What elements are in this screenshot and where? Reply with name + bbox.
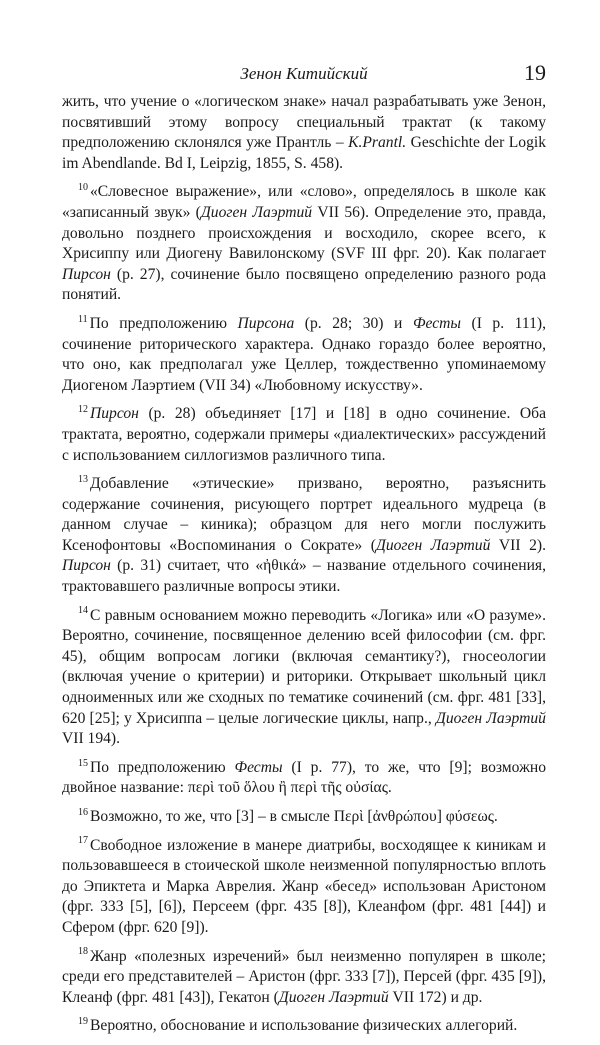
page-number: 19	[524, 60, 546, 85]
note-text: Добавление «этические» призвано, вероятно, разъяснить содержание сочинения, рисующего портрет идеального мудреца (в данном случае – киника); образцом для него могли послужить Ксенофонтовы «Воспоминания о Сократе» (	[62, 475, 546, 554]
note-text: (р. 28; 30) и	[294, 314, 413, 332]
book-page	[62, 58, 546, 1045]
cited-name: K.Prantl.	[348, 134, 407, 152]
endnote-number: 16	[78, 806, 88, 818]
endnote-number: 17	[78, 835, 88, 847]
endnote-number: 13	[78, 473, 88, 485]
endnote-number: 15	[78, 757, 88, 769]
note-text: (I р. 77), то же, что [9]; возможно двойное название: περὶ τοῦ ὅλου ἢ περὶ τῆς οὐσίας.	[62, 758, 546, 797]
cited-name: Фесты	[412, 314, 461, 332]
note-text: VII 194).	[62, 730, 121, 748]
endnote-number: 19	[78, 1016, 88, 1028]
note-text: (р. 27), сочинение было посвящено определению разного рода понятий.	[62, 265, 546, 304]
endnote-number: 10	[78, 182, 88, 194]
note-text: По предположению	[90, 758, 235, 776]
note-text: жить, что учение о «логическом знаке» начал разрабатывать уже Зенон, посвятивший этому вопросу специальный трактат (к такому предположению склонялся уже Прантль –	[62, 93, 546, 152]
note-text: С равным основанием можно переводить «Логика» или «О разуме». Вероятно, сочинение, посвященное делению всей философии (см. фрг. 45), общим вопросам логики (включая семантику?), гносеологии (включая учение о критерии) и риторики. Открывает школьный цикл одноименных или же сходных по тематике сочинений (см. фрг. 481 [33], 620 [25]; у Хрисиппа – целые логические циклы, напр.,	[62, 606, 546, 727]
endnote-18	[62, 947, 546, 1009]
endnote-14	[62, 606, 546, 750]
note-text: Жанр «полезных изречений» был неизменно популярен в школе; среди его представителей – Аристон (фрг. 333 [7]), Персей (фрг. 435 [9]), Клеанф (фрг. 481 [43]), Гекатон (	[62, 947, 546, 1006]
note-text: «Словесное выражение», или «слово», определялось в школе как «записанный звук» (	[62, 183, 546, 221]
endnote-17	[62, 836, 546, 939]
endnote-13	[62, 474, 546, 598]
note-text: VII 56). Определение это, правда, довольно позднего происхождения и восходило, скорее всего, к Хрисиппу или Диогену Вавилонскому (SVF III фрг. 20). Как полагает	[62, 203, 546, 263]
note-text: (р. 31) считает, что «ἠθικά» – название отдельного сочинения, трактовавшего различные вопросы этики.	[62, 557, 546, 596]
running-title: Зенон Китийский	[240, 64, 368, 83]
running-head	[62, 58, 546, 92]
note-text: (р. 28) объединяет [17] и [18] в одно сочинение. Оба трактата, вероятно, содержали примеры «диалектических» рассуждений с использованием силлогизмов различного типа.	[62, 405, 546, 464]
cited-name: Диоген Лаэртий	[278, 988, 389, 1006]
note-text: (I р. 111), сочинение риторического характера. Однако гораздо более вероятно, что оно, как предполагал уже Целлер, тождественно упоминаемому Диогеном Лаэртием (VII 34) «Любовному искусству».	[62, 314, 546, 394]
note-text: По предположению	[89, 314, 238, 332]
endnote-19	[62, 1016, 546, 1037]
cited-name: Пирсона	[237, 314, 295, 332]
endnote-number: 11	[78, 313, 88, 325]
cited-name: Диоген Лаэртий	[375, 536, 491, 554]
cited-name: Диоген Лаэртий	[200, 203, 313, 221]
endnote-16	[62, 807, 546, 828]
note-text: Вероятно, обоснование и использование физических аллегорий.	[90, 1017, 518, 1035]
note-text: VII 172) и др.	[388, 988, 483, 1006]
cited-name: Пирсон	[90, 405, 139, 423]
endnote-11	[62, 314, 546, 396]
endnote-number: 18	[78, 946, 88, 958]
endnote-number: 14	[78, 605, 88, 617]
note-text: Свободное изложение в манере диатрибы, восходящее к киникам и пользовавшееся в стоической школе неизменной популярностью вплоть до Эпиктета и Марка Аврелия. Жанр «бесед» использован Аристоном (фрг. 333 [5], [6]), Персеем (фрг. 435 [8]), Клеанфом (фрг. 481 [44]) и Сфером (фрг. 620 [9]).	[62, 836, 546, 936]
endnote-10	[62, 182, 546, 306]
cited-name: Диоген Лаэртий	[435, 709, 546, 727]
note-text: VII 2).	[490, 536, 546, 554]
cited-name: Пирсон	[62, 557, 111, 575]
endnote-continuation	[62, 92, 546, 174]
note-text: Geschichte der Logik im Abendlande. Bd I, Leipzig, 1855, S. 458).	[62, 134, 546, 172]
cited-name: Фесты	[234, 758, 283, 776]
cited-name: Пирсон	[62, 265, 111, 283]
endnotes	[62, 92, 546, 1037]
endnote-number: 12	[78, 404, 88, 416]
endnote-12	[62, 404, 546, 466]
endnote-15	[62, 758, 546, 799]
note-text: Возможно, то же, что [3] – в смысле Περὶ [ἀνθρώπου] φύσεως.	[90, 808, 498, 825]
